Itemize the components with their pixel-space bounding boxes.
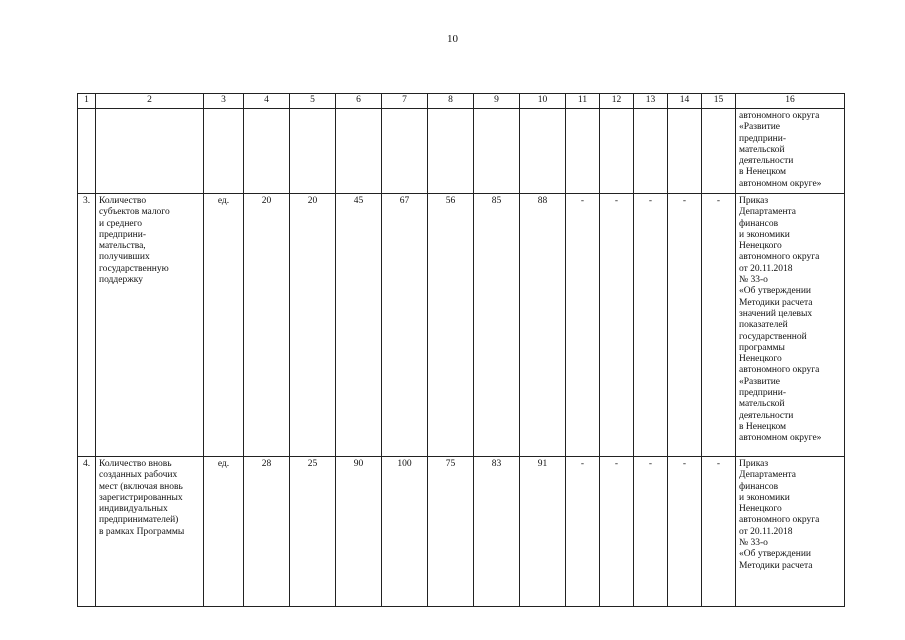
indicator-name-cell	[96, 109, 204, 194]
value-cell: 45	[336, 194, 382, 457]
value-cell: 56	[428, 194, 474, 457]
column-header: 6	[336, 94, 382, 109]
value-cell: -	[668, 194, 702, 457]
value-cell: 85	[474, 194, 520, 457]
value-cell: 25	[290, 457, 336, 607]
column-header: 14	[668, 94, 702, 109]
row-number-cell: 4.	[78, 457, 96, 607]
column-header: 16	[736, 94, 845, 109]
value-cell: -	[634, 194, 668, 457]
value-cell	[600, 109, 634, 194]
indicators-table	[77, 93, 845, 607]
value-cell	[336, 109, 382, 194]
column-header: 2	[96, 94, 204, 109]
value-cell	[566, 109, 600, 194]
value-cell: -	[566, 194, 600, 457]
column-header: 4	[244, 94, 290, 109]
column-header: 15	[702, 94, 736, 109]
unit-cell	[204, 109, 244, 194]
table-row	[78, 457, 845, 607]
value-cell: -	[668, 457, 702, 607]
source-document-cell: Приказ Департамента финансов и экономики Ненецкого автономного округа от 20.11.2018 № 33-о «Об утверждении Методики расчета значений целевых показателей государственной программы Ненецкого автономного округа «Развитие предприни- мательской деятельности в Ненецком автономном округе»	[736, 194, 845, 457]
value-cell: 83	[474, 457, 520, 607]
column-header: 7	[382, 94, 428, 109]
column-header: 11	[566, 94, 600, 109]
value-cell: -	[566, 457, 600, 607]
column-header: 1	[78, 94, 96, 109]
value-cell: -	[600, 194, 634, 457]
column-header: 8	[428, 94, 474, 109]
value-cell	[474, 109, 520, 194]
table-header-row	[78, 94, 845, 109]
column-header: 3	[204, 94, 244, 109]
value-cell: -	[634, 457, 668, 607]
indicator-name-cell: Количество субъектов малого и среднего предприни- мательства, получивших государственную поддержку	[96, 194, 204, 457]
column-header: 12	[600, 94, 634, 109]
value-cell	[290, 109, 336, 194]
source-document-cell: Приказ Департамента финансов и экономики Ненецкого автономного округа от 20.11.2018 № 33-о «Об утверждении Методики расчета	[736, 457, 845, 607]
row-number-cell: 3.	[78, 194, 96, 457]
column-header: 9	[474, 94, 520, 109]
value-cell	[244, 109, 290, 194]
column-header: 13	[634, 94, 668, 109]
indicator-name-cell: Количество вновь созданных рабочих мест (включая вновь зарегистрированных индивидуальных предпринимателей) в рамках Программы	[96, 457, 204, 607]
value-cell: 20	[244, 194, 290, 457]
value-cell: 75	[428, 457, 474, 607]
table-row	[78, 109, 845, 194]
row-number-cell	[78, 109, 96, 194]
value-cell: 20	[290, 194, 336, 457]
column-header: 5	[290, 94, 336, 109]
value-cell	[634, 109, 668, 194]
value-cell	[428, 109, 474, 194]
table-row	[78, 194, 845, 457]
value-cell: 67	[382, 194, 428, 457]
value-cell: 90	[336, 457, 382, 607]
value-cell	[520, 109, 566, 194]
value-cell: -	[600, 457, 634, 607]
value-cell	[668, 109, 702, 194]
unit-cell: ед.	[204, 194, 244, 457]
unit-cell: ед.	[204, 457, 244, 607]
value-cell	[702, 109, 736, 194]
value-cell: -	[702, 194, 736, 457]
page-number: 10	[447, 33, 458, 45]
value-cell: 100	[382, 457, 428, 607]
value-cell: -	[702, 457, 736, 607]
source-document-cell: автономного округа «Развитие предприни- мательской деятельности в Ненецком автономном округе»	[736, 109, 845, 194]
value-cell: 88	[520, 194, 566, 457]
value-cell: 28	[244, 457, 290, 607]
value-cell	[382, 109, 428, 194]
column-header: 10	[520, 94, 566, 109]
value-cell: 91	[520, 457, 566, 607]
